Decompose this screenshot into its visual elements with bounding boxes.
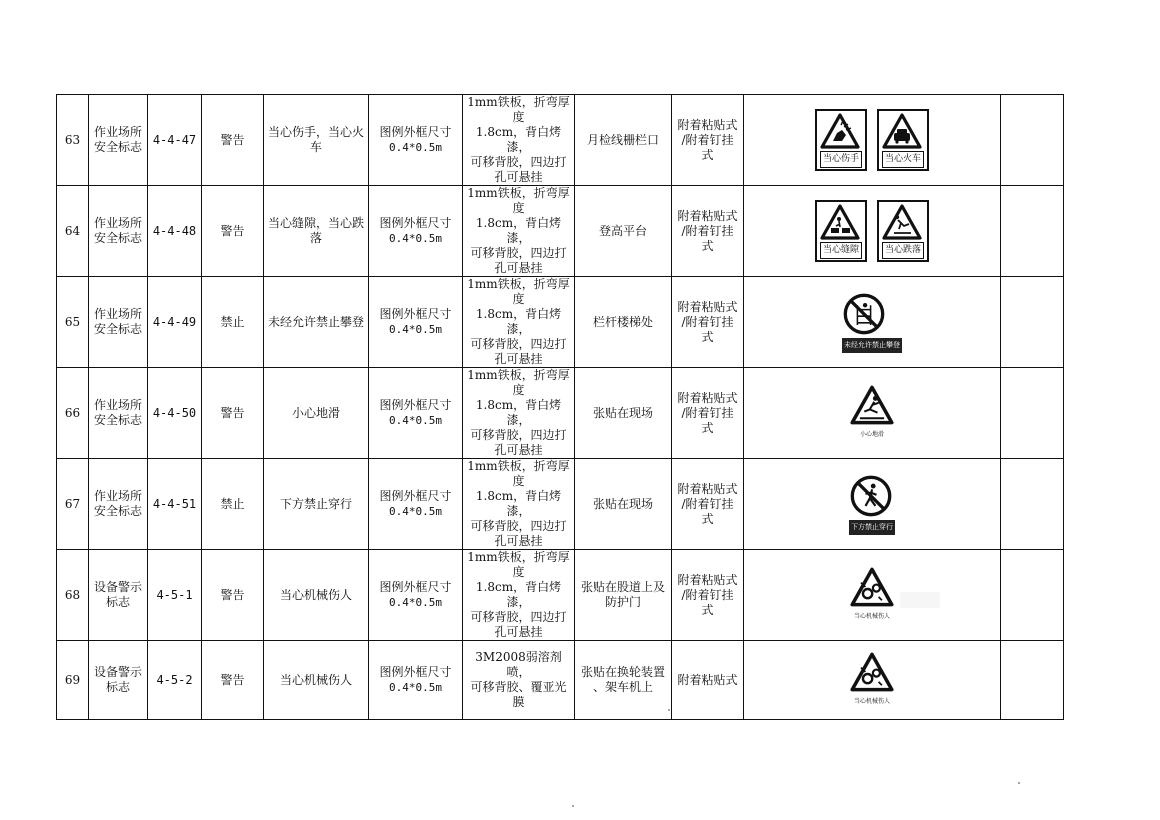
remarks [1001,368,1064,459]
row-number: 67 [57,459,89,550]
table-row [57,641,1064,720]
sign-material: 3M2008弱溶剂喷， 可移背胶、覆亚光 膜 [463,641,575,720]
row-number: 65 [57,277,89,368]
sign-code: 4-4-51 [148,459,202,550]
sign-code: 4-4-49 [148,277,202,368]
remarks [1001,459,1064,550]
sign-material: 1mm铁板，折弯厚度 1.8cm，背白烤漆， 可移背胶，四边打 孔可悬挂 [463,459,575,550]
sign-category: 作业场所 安全标志 [89,186,148,277]
sign-image [744,368,1001,459]
sign-type: 警告 [202,186,264,277]
sign-category: 设备警示 标志 [89,641,148,720]
table-row [57,95,1064,186]
sign-code: 4-4-48 [148,186,202,277]
sign-code: 4-4-47 [148,95,202,186]
sign-caption: 当心跌落 [882,242,924,259]
install-method: 附着粘贴式 /附着钉挂 式 [672,186,744,277]
install-method: 附着粘贴式 [672,641,744,720]
sign-category: 作业场所 安全标志 [89,459,148,550]
sign-type: 警告 [202,550,264,641]
install-location: 登高平台 [575,186,672,277]
install-location: 月检线栅栏口 [575,95,672,186]
install-method: 附着粘贴式 /附着钉挂 式 [672,550,744,641]
sign-material: 1mm铁板，折弯厚度 1.8cm，背白烤漆， 可移背胶，四边打 孔可悬挂 [463,550,575,641]
scan-bleed-mark [900,592,940,608]
install-method: 附着粘贴式 /附着钉挂 式 [672,459,744,550]
sign-image [744,641,1001,720]
train-fire-warning-icon [877,109,929,171]
scan-speck [572,805,574,807]
sign-type: 警告 [202,95,264,186]
sign-caption: 当心缝隙 [820,242,862,259]
install-location: 张贴在现场 [575,368,672,459]
scan-speck [668,709,670,711]
sign-image [744,459,1001,550]
row-number: 63 [57,95,89,186]
table-row [57,277,1064,368]
row-number: 64 [57,186,89,277]
machine-injury-warning-icon [848,565,896,626]
table-row [57,186,1064,277]
remarks [1001,95,1064,186]
sign-size: 图例外框尺寸 0.4*0.5m [369,95,463,186]
install-method: 附着粘贴式 /附着钉挂 式 [672,368,744,459]
scan-speck [1018,782,1020,784]
install-location: 张贴在换轮装置 、架车机上 [575,641,672,720]
sign-content: 当心伤手，当心火 车 [264,95,369,186]
row-number: 69 [57,641,89,720]
hand-injury-warning-icon [815,109,867,171]
sign-caption: 当心火车 [882,151,924,168]
sign-caption: 当心机械伤人 [853,612,890,620]
table-body [57,95,1064,720]
install-location: 张贴在现场 [575,459,672,550]
sign-material: 1mm铁板，折弯厚度 1.8cm，背白烤漆， 可移背胶，四边打 孔可悬挂 [463,368,575,459]
sign-material: 1mm铁板，折弯厚度 1.8cm，背白烤漆， 可移背胶，四边打 孔可悬挂 [463,95,575,186]
table-row [57,459,1064,550]
install-location: 张贴在股道上及 防护门 [575,550,672,641]
sign-type: 警告 [202,368,264,459]
sign-caption: 未经允许禁止攀登 [842,338,902,353]
install-location: 栏杆楼梯处 [575,277,672,368]
sign-category: 作业场所 安全标志 [89,95,148,186]
gap-warning-icon [815,200,867,262]
sign-caption: 当心伤手 [820,151,862,168]
sign-code: 4-4-50 [148,368,202,459]
sign-content: 小心地滑 [264,368,369,459]
sign-size: 图例外框尺寸 0.4*0.5m [369,641,463,720]
sign-material: 1mm铁板，折弯厚度 1.8cm，背白烤漆， 可移背胶，四边打 孔可悬挂 [463,277,575,368]
machine-injury-warning-icon [848,650,896,711]
sign-size: 图例外框尺寸 0.4*0.5m [369,277,463,368]
sign-caption: 下方禁止穿行 [849,520,895,535]
sign-code: 4-5-1 [148,550,202,641]
fall-warning-icon [877,200,929,262]
sign-size: 图例外框尺寸 0.4*0.5m [369,368,463,459]
remarks [1001,550,1064,641]
remarks [1001,641,1064,720]
sign-content: 当心机械伤人 [264,550,369,641]
sign-size: 图例外框尺寸 0.4*0.5m [369,186,463,277]
safety-sign-table [56,94,1064,720]
sign-caption: 小心地滑 [859,430,884,438]
sign-size: 图例外框尺寸 0.4*0.5m [369,459,463,550]
slippery-floor-icon [848,383,896,444]
table-row [57,368,1064,459]
sign-material: 1mm铁板，折弯厚度 1.8cm，背白烤漆， 可移背胶，四边打 孔可悬挂 [463,186,575,277]
sign-content: 当心机械伤人 [264,641,369,720]
sign-image [744,186,1001,277]
sign-size: 图例外框尺寸 0.4*0.5m [369,550,463,641]
row-number: 66 [57,368,89,459]
no-passing-below-icon [847,472,897,537]
remarks [1001,277,1064,368]
remarks [1001,186,1064,277]
install-method: 附着粘贴式 /附着钉挂 式 [672,95,744,186]
sign-category: 作业场所 安全标志 [89,277,148,368]
sign-content: 未经允许禁止攀登 [264,277,369,368]
sign-type: 警告 [202,641,264,720]
sign-type: 禁止 [202,277,264,368]
sign-image [744,277,1001,368]
sign-type: 禁止 [202,459,264,550]
sign-code: 4-5-2 [148,641,202,720]
no-climbing-icon [840,290,904,355]
sign-category: 设备警示 标志 [89,550,148,641]
sign-category: 作业场所 安全标志 [89,368,148,459]
sign-content: 下方禁止穿行 [264,459,369,550]
sign-caption: 当心机械伤人 [853,697,890,705]
row-number: 68 [57,550,89,641]
sign-image [744,95,1001,186]
sign-content: 当心缝隙，当心跌 落 [264,186,369,277]
sign-image [744,550,1001,641]
install-method: 附着粘贴式 /附着钉挂 式 [672,277,744,368]
